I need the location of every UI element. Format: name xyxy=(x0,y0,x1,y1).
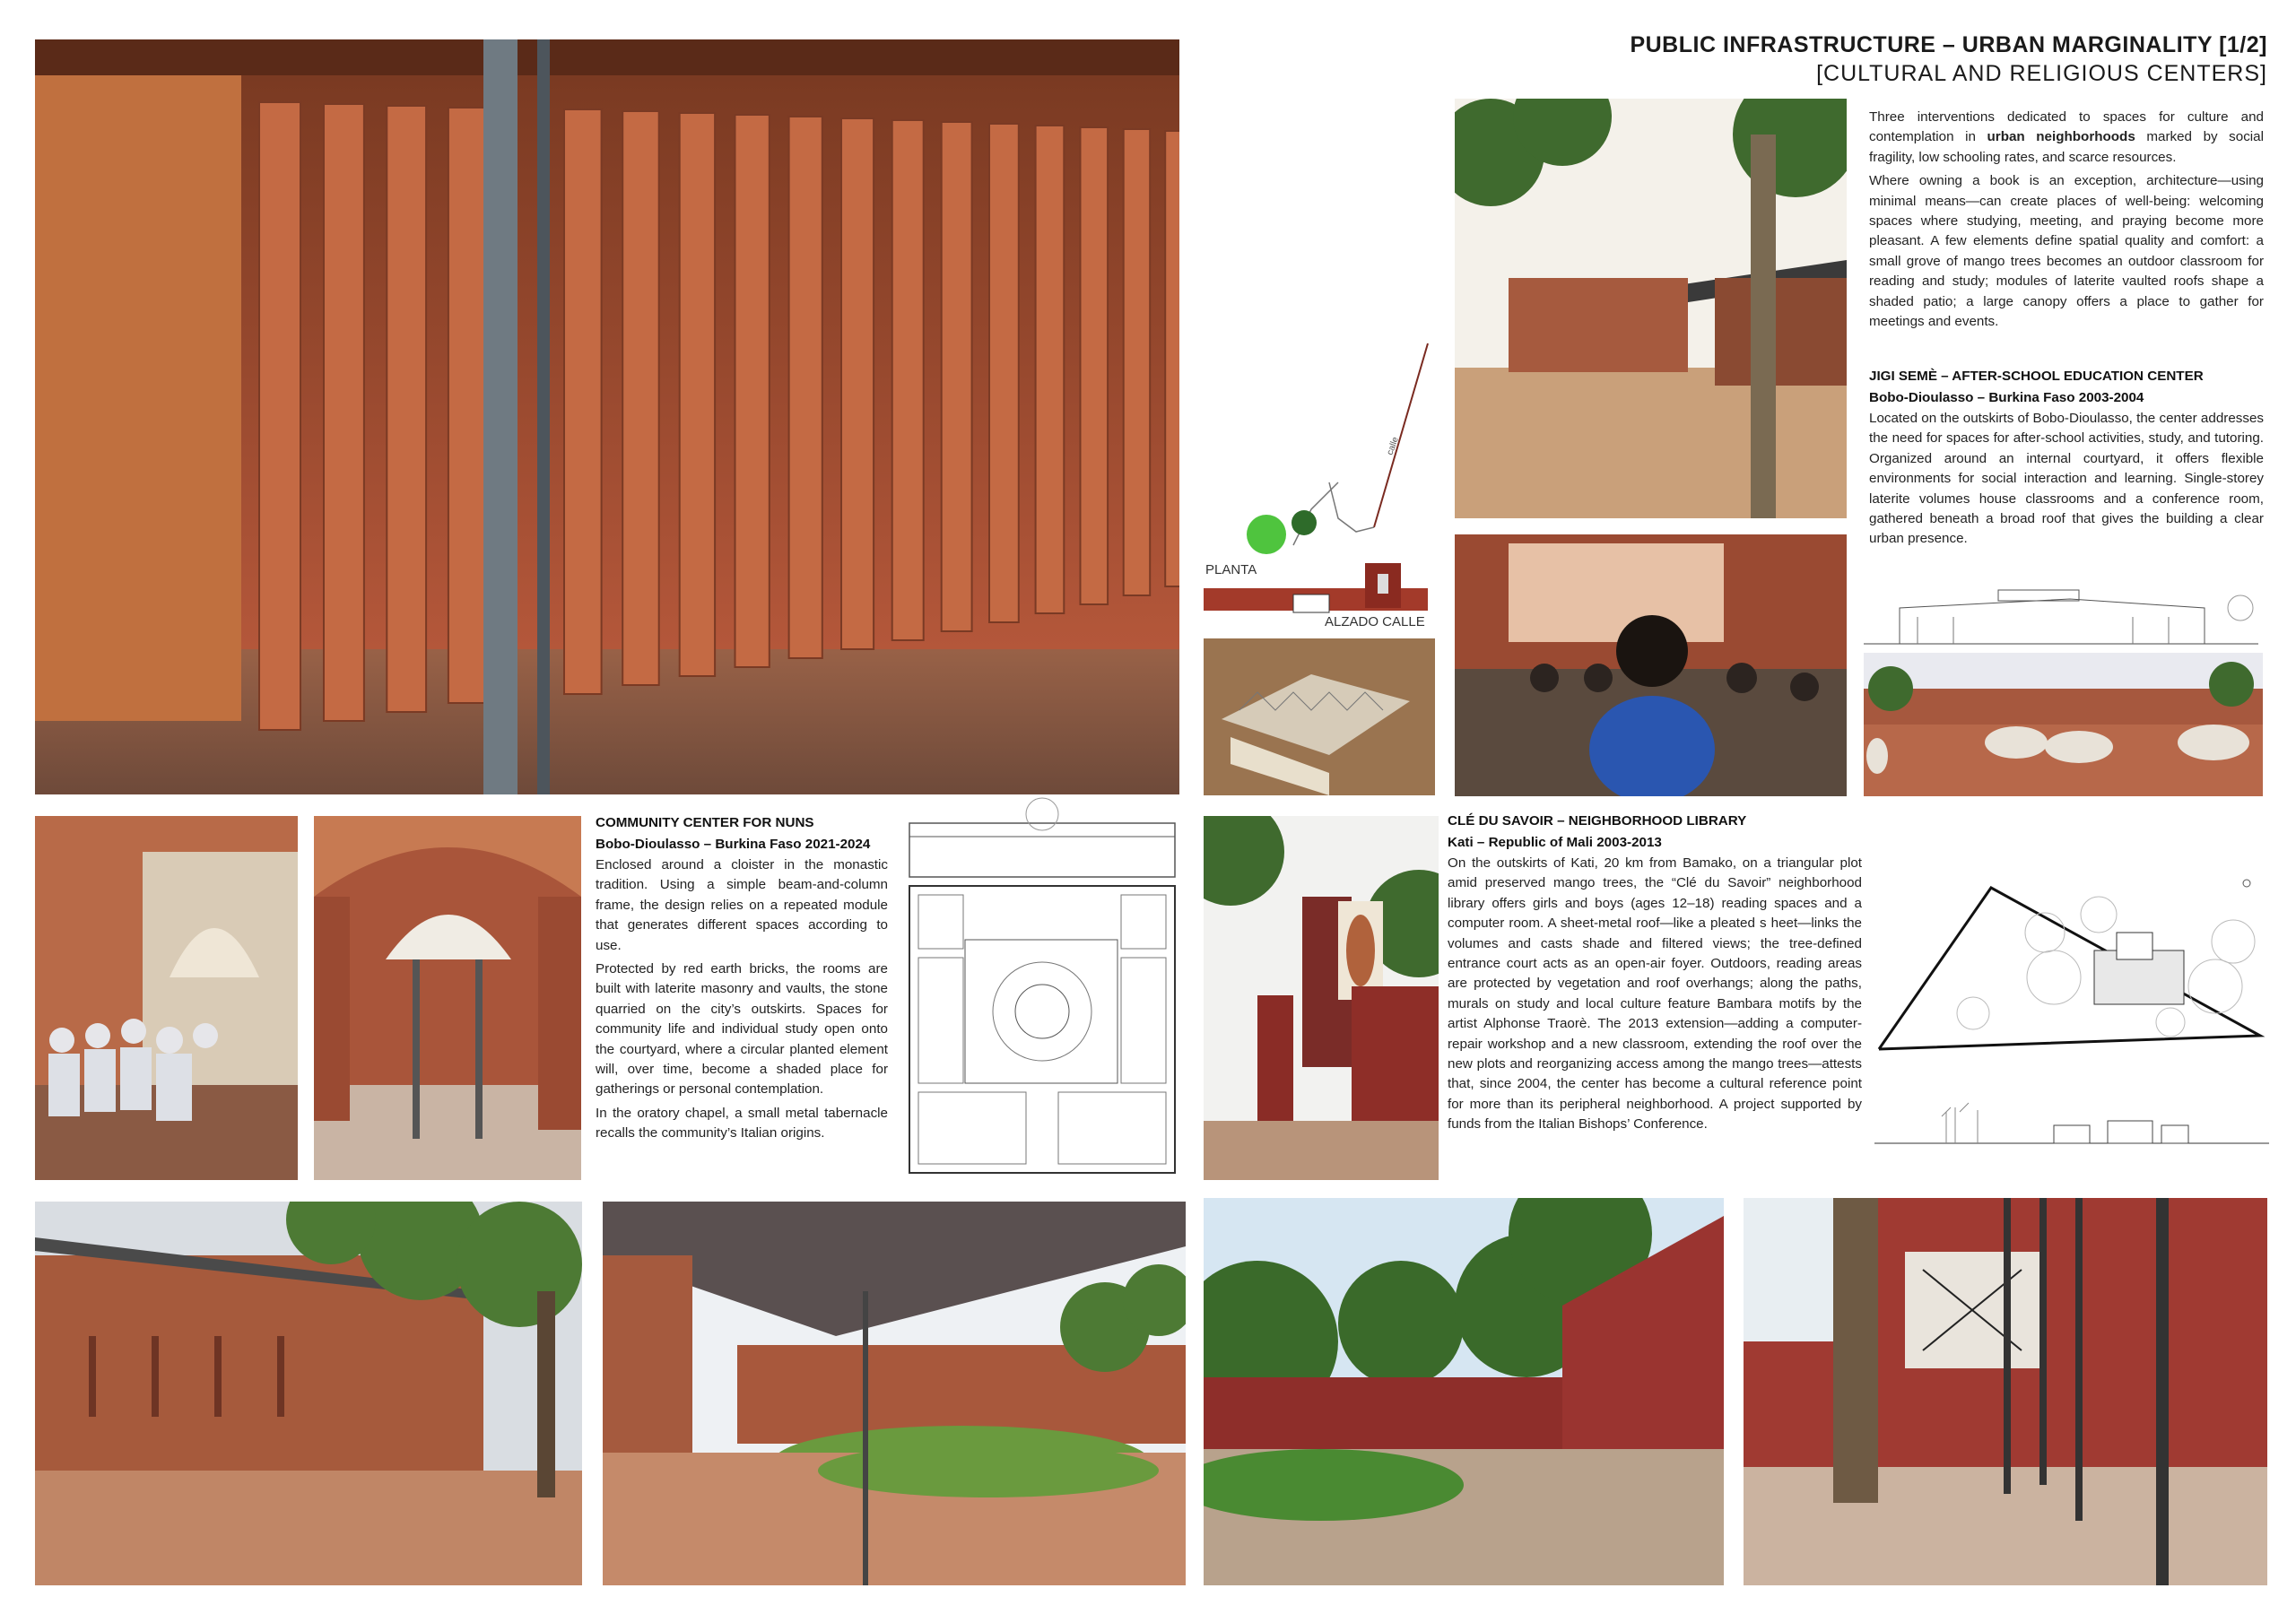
site-plan-drawing xyxy=(1204,339,1435,633)
intro-p1-bold: urban neighborhoods xyxy=(1987,129,2135,145)
nuns-p1: Enclosed around a cloister in the monastic tradition. Using a simple beam-and-column frame, the design relies on a repeated module that generates different spaces according to use. xyxy=(596,857,888,953)
brick-rib xyxy=(1165,131,1179,586)
page-title: PUBLIC INFRASTRUCTURE – URBAN MARGINALITY [1/2] xyxy=(1630,32,2267,57)
nuns-text-block xyxy=(596,812,888,1148)
brick-rib xyxy=(622,111,659,685)
page-subtitle: [CULTURAL AND RELIGIOUS CENTERS] xyxy=(1816,61,2267,86)
library-body: On the outskirts of Kati, 20 km from Bamako, on a triangular plot amid preserved mango trees, the “Clé du Savoir” neighborhood library offers girls and boys (ages 12–18) reading spaces and a computer room. A sheet-metal roof—like a pleated s heet—links the volumes and casts shade and filtered views; the tree-defined entrance court acts as an open-air foyer. Outdoors, reading areas are protected by vegetation and roof overhangs; along the paths, murals on study and local culture feature Bambara motifs by the artist Alphonse Traorè. The 2013 extension—adding a computer-repair workshop and a new classroom, extending the roof over the new plots and reorganizing access among the mango trees—attests that, since 2004, the center has become a cultural reference point for more than its peripheral neighborhood. A project supported by funds from the Italian Bishops’ Conference. xyxy=(1448,855,1862,1133)
calle-label: calle xyxy=(1385,435,1401,457)
brick-rib xyxy=(680,113,715,676)
photo-nuns-chapel xyxy=(35,816,298,1180)
library-plan-drawing xyxy=(1874,879,2269,1058)
intro-p1-a: Three interventions dedicated to spaces for culture and contemplation in xyxy=(1869,109,2264,145)
photo-brick-wall xyxy=(35,39,1179,794)
brick-rib xyxy=(448,108,487,703)
brick-rib xyxy=(259,102,300,730)
brick-rib xyxy=(989,124,1019,622)
photo-jigi-street xyxy=(1864,653,2263,796)
photo-nuns-cloister xyxy=(603,1202,1186,1585)
photo-jigi-courtyard xyxy=(1455,99,1847,518)
nuns-plan-drawing xyxy=(902,796,1182,1178)
nuns-title: COMMUNITY CENTER FOR NUNS xyxy=(596,815,814,830)
library-title: CLÉ DU SAVOIR – NEIGHBORHOOD LIBRARY xyxy=(1448,813,1747,829)
intro-text xyxy=(1869,108,2264,335)
brick-rib xyxy=(387,106,426,712)
jigi-body: Located on the outskirts of Bobo-Dioulasso, the center addresses the need for spaces for after-school activities, study, and tutoring. Organized around an internal courtyard, it offers flexible environments for social interaction and learning. Single-storey laterite volumes house classrooms and a conference room, gathered beneath a broad roof that gives the building a clear urban presence. xyxy=(1869,411,2264,547)
photo-model xyxy=(1204,638,1435,795)
nuns-p3: In the oratory chapel, a small metal tabernacle recalls the community’s Italian origins. xyxy=(596,1105,888,1141)
jigi-text-block xyxy=(1869,366,2264,553)
photo-nuns-vaults xyxy=(314,816,581,1180)
nuns-location: Bobo-Dioulasso – Burkina Faso 2021-2024 xyxy=(596,837,871,852)
brick-rib xyxy=(1036,126,1065,613)
brick-rib xyxy=(1124,129,1151,595)
brick-rib xyxy=(735,115,770,667)
jigi-title: JIGI SEMÈ – AFTER-SCHOOL EDUCATION CENTER xyxy=(1869,369,2204,384)
jigi-location: Bobo-Dioulasso – Burkina Faso 2003-2004 xyxy=(1869,390,2144,405)
photo-library-courtyard xyxy=(1744,1198,2267,1585)
photo-jigi-classroom xyxy=(1455,534,1847,796)
alzado-label: ALZADO CALLE xyxy=(1325,614,1425,629)
jigi-section-drawing xyxy=(1864,581,2258,649)
brick-rib xyxy=(789,117,822,658)
planta-label: PLANTA xyxy=(1205,562,1257,577)
photo-library-mural xyxy=(1204,816,1439,1180)
intro-p2: Where owning a book is an exception, architecture—using minimal means—can create places of well-being: welcoming spaces where studying, meeting, and praying become more pleasant. A few elements define spatial quality and comfort: a small grove of mango trees becomes an outdoor classroom for reading and study; modules of laterite vaulted roofs shape a shaded patio; a large canopy offers a place to gather for meetings and events. xyxy=(1869,173,2264,330)
brick-rib xyxy=(324,104,364,721)
brick-rib xyxy=(1081,127,1109,604)
intro-p1-b: marked by social fragility, low schooling rates, and scarce resources. xyxy=(1869,129,2264,165)
brick-rib xyxy=(942,122,972,631)
brick-rib xyxy=(892,120,924,640)
library-text-block xyxy=(1448,811,1862,1139)
photo-library-garden xyxy=(1204,1198,1724,1585)
brick-rib xyxy=(841,118,874,649)
library-elevation-drawing xyxy=(1874,1094,2269,1148)
nuns-p2: Protected by red earth bricks, the rooms are built with laterite masonry and vaults, the stone quarried on the city’s outskirts. Spaces for community life and individual study open onto the courtyard, where a circular planted element will, over time, become a shaded place for gatherings or personal contemplation. xyxy=(596,961,888,1098)
photo-nuns-exterior xyxy=(35,1202,582,1585)
library-location: Kati – Republic of Mali 2003-2013 xyxy=(1448,835,1662,850)
brick-rib xyxy=(564,109,602,694)
